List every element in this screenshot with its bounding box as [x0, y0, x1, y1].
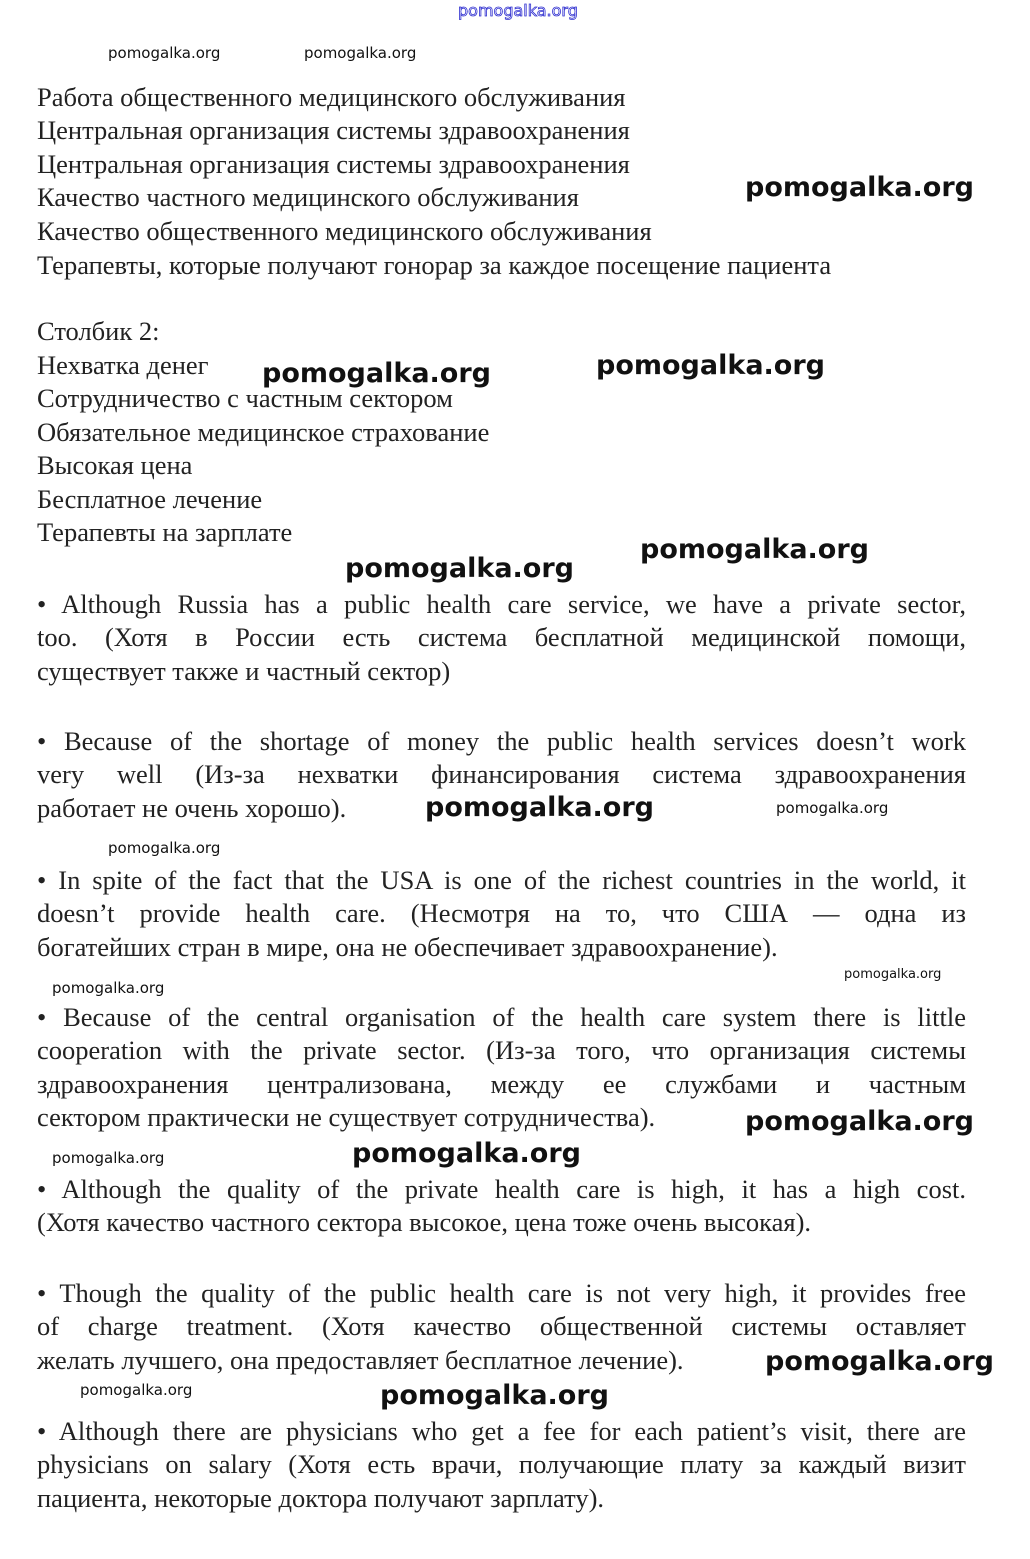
paragraph-line: of charge treatment. (Хотя качество общественной системы оставляет — [37, 1311, 966, 1342]
watermark: pomogalka.org — [352, 1138, 581, 1169]
watermark: pomogalka.org — [304, 44, 417, 62]
watermark: pomogalka.org — [776, 799, 889, 817]
paragraph-line: • Because of the shortage of money the public health services doesn’t work — [37, 725, 966, 756]
watermark: pomogalka.org — [745, 172, 974, 203]
paragraph-line: сектором практически не существует сотрудничества). — [37, 1102, 656, 1133]
paragraph-line: желать лучшего, она предоставляет бесплатное лечение). — [37, 1344, 684, 1375]
column1-line: Качество частного медицинского обслуживания — [37, 181, 579, 212]
paragraph-line: • In spite of the fact that the USA is one of the richest countries in the world, it — [37, 864, 966, 895]
paragraph-line: physicians on salary (Хотя есть врачи, получающие плату за каждый визит — [37, 1449, 966, 1480]
paragraph-line: very well (Из-за нехватки финансирования система здравоохранения — [37, 759, 966, 790]
paragraph-line: • Although there are physicians who get a fee for each patient’s visit, there are — [37, 1415, 966, 1446]
column2-line: Терапевты на зарплате — [37, 516, 293, 547]
watermark: pomogalka.org — [52, 1149, 165, 1167]
paragraph-line: cooperation with the private sector. (Из-за того, что организация системы — [37, 1035, 966, 1066]
paragraph-line: too. (Хотя в России есть система бесплатной медицинской помощи, — [37, 622, 966, 653]
column2-line: Сотрудничество с частным сектором — [37, 382, 453, 413]
watermark: pomogalka.org — [345, 553, 574, 584]
paragraph-line: • Although the quality of the private health care is high, it has a high cost. — [37, 1173, 966, 1204]
watermark: pomogalka.org — [640, 534, 869, 565]
paragraph-line: пациента, некоторые доктора получают зарплату). — [37, 1482, 605, 1513]
watermark: pomogalka.org — [52, 979, 165, 997]
column2-line: Обязательное медицинское страхование — [37, 416, 490, 447]
column1-line: Качество общественного медицинского обслуживания — [37, 215, 652, 246]
watermark: pomogalka.org — [108, 44, 221, 62]
paragraph-line: богатейших стран в мире, она не обеспечивает здравоохранение). — [37, 931, 778, 962]
watermark: pomogalka.org — [745, 1106, 974, 1137]
column1-line: Работа общественного медицинского обслуживания — [37, 81, 626, 112]
column2-line: Высокая цена — [37, 449, 193, 480]
paragraph-line: doesn’t provide health care. (Несмотря на то, что США — одна из — [37, 898, 966, 929]
watermark: pomogalka.org — [108, 839, 221, 857]
paragraph-line: работает не очень хорошо). — [37, 792, 347, 823]
paragraph-line: • Because of the central organisation of the health care system there is little — [37, 1001, 966, 1032]
column1-line: Терапевты, которые получают гонорар за каждое посещение пациента — [37, 249, 832, 280]
column2-heading: Столбик 2: — [37, 315, 160, 346]
watermark: pomogalka.org — [80, 1381, 193, 1399]
watermark: pomogalka.org — [596, 350, 825, 381]
watermark: pomogalka.org — [765, 1346, 994, 1377]
column1-line: Центральная организация системы здравоохранения — [37, 148, 630, 179]
column1-line: Центральная организация системы здравоохранения — [37, 114, 630, 145]
watermark: pomogalka.org — [425, 792, 654, 823]
watermark: pomogalka.org — [380, 1380, 609, 1411]
paragraph-line: • Though the quality of the public health care is not very high, it provides free — [37, 1277, 966, 1308]
paragraph-line: здравоохранения централизована, между ее службами и частным — [37, 1068, 966, 1099]
column2-line: Бесплатное лечение — [37, 483, 263, 514]
paragraph-line: существует также и частный сектор) — [37, 655, 451, 686]
watermark: pomogalka.org — [844, 967, 942, 982]
column2-line: Нехватка денег — [37, 349, 209, 380]
watermark: pomogalka.org — [262, 358, 491, 389]
paragraph-line: (Хотя качество частного сектора высокое, цена тоже очень высокая). — [37, 1207, 812, 1238]
header-watermark: pomogalka.org — [458, 1, 578, 20]
paragraph-line: • Although Russia has a public health care service, we have a private sector, — [37, 588, 966, 619]
